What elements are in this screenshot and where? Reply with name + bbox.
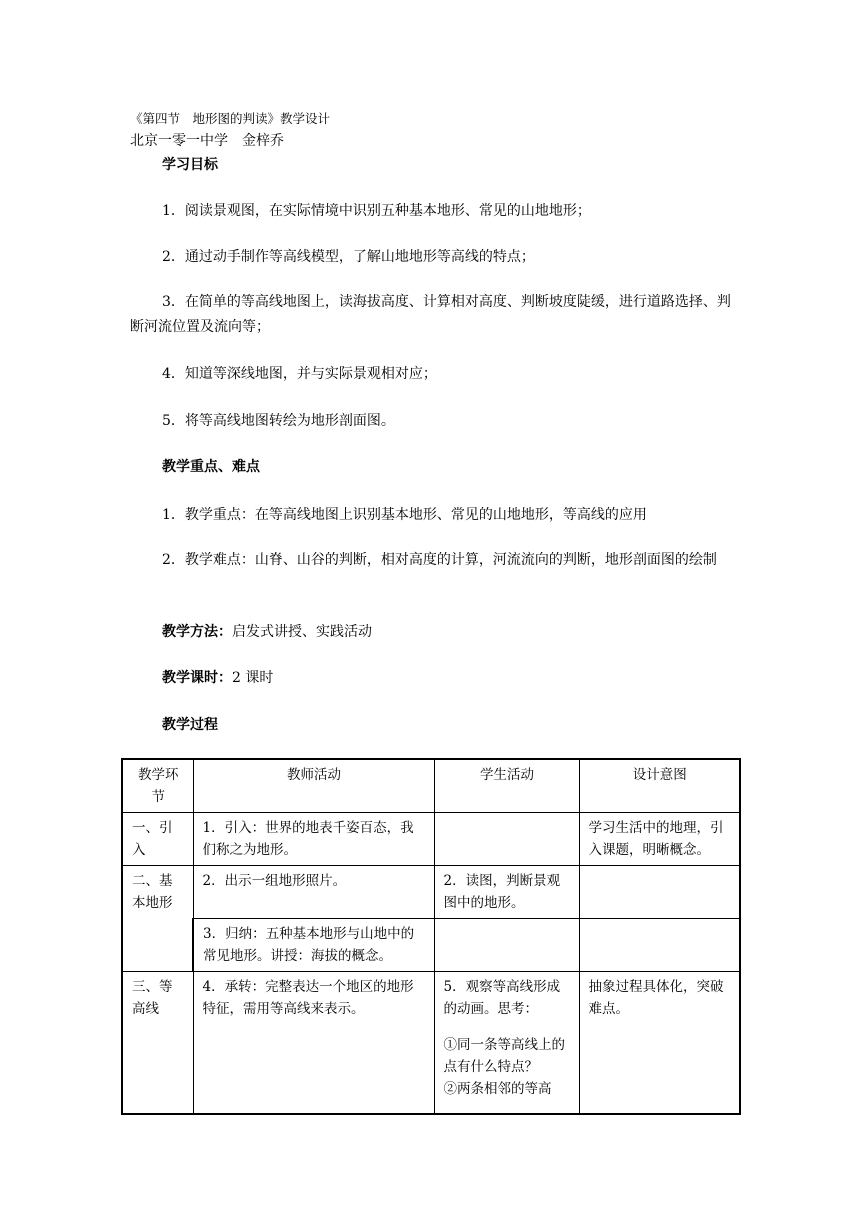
- objective-item: 2．通过动手制作等高线模型，了解山地地形等高线的特点；: [162, 249, 535, 265]
- objectives-heading: 学习目标: [162, 157, 218, 173]
- objective-item: 4．知道等深线地图，并与实际景观相对应；: [162, 366, 437, 382]
- stage-cell: 一、引入: [122, 813, 193, 866]
- process-heading: 教学过程: [162, 717, 218, 733]
- student-text: 5．观察等高线形成的动画。思考：: [443, 979, 561, 1017]
- table-row: [122, 972, 740, 1114]
- stage-cell: 二、基本地形: [122, 866, 193, 972]
- key-points-heading: 教学重点、难点: [162, 459, 260, 475]
- student-cell: [434, 972, 579, 1114]
- method-line: [162, 621, 372, 643]
- header-teacher: 教师活动: [193, 759, 434, 813]
- teacher-cell: 1．引入：世界的地表千姿百态，我们称之为地形。: [193, 813, 434, 866]
- teacher-cell: 3．归纳：五种基本地形与山地中的常见地形。讲授：海拔的概念。: [193, 919, 434, 972]
- teacher-cell: 2．出示一组地形照片。: [193, 866, 434, 919]
- intent-cell: 学习生活中的地理，引入课题，明晰概念。: [579, 813, 740, 866]
- process-table: [121, 758, 741, 1115]
- intent-cell: [579, 919, 740, 972]
- author-line: 北京一零一中学 金梓乔: [130, 133, 284, 149]
- method-value: 启发式讲授、实践活动: [232, 624, 372, 640]
- objective-item: 5．将等高线地图转绘为地形剖面图。: [162, 413, 395, 429]
- teacher-cell: 4．承转：完整表达一个地区的地形特征，需用等高线来表示。: [193, 972, 434, 1114]
- intent-cell: [579, 866, 740, 919]
- table-row: [122, 919, 740, 972]
- method-label: 教学方法：: [162, 624, 232, 640]
- objective-item: 3．在简单的等高线地图上，读海拔高度、计算相对高度、判断坡度陡缓，进行道路选择、判断河流位置及流向等；: [130, 294, 731, 335]
- hours-line: [162, 667, 273, 689]
- intent-cell: 抽象过程具体化，突破难点。: [579, 972, 740, 1114]
- key-point-item: 2．教学难点：山脊、山谷的判断，相对高度的计算，河流流向的判断，地形剖面图的绘制: [162, 552, 717, 568]
- header-intent: 设计意图: [579, 759, 740, 813]
- key-point-item: 1．教学重点：在等高线地图上识别基本地形、常见的山地地形，等高线的应用: [162, 507, 647, 523]
- table-row: [122, 813, 740, 866]
- header-stage: 教学环节: [122, 759, 193, 813]
- objective-item: 1．阅读景观图，在实际情境中识别五种基本地形、常见的山地地形；: [162, 203, 591, 219]
- document-title: 《第四节 地形图的判读》教学设计: [130, 111, 331, 126]
- student-cell: [434, 919, 579, 972]
- student-question: ②两条相邻的等高: [443, 1081, 552, 1097]
- table-row: [122, 866, 740, 919]
- hours-value: 2 课时: [232, 670, 274, 686]
- student-cell: [434, 813, 579, 866]
- student-question: ①同一条等高线上的点有什么特点？: [443, 1037, 565, 1075]
- student-cell: 2．读图，判断景观图中的地形。: [434, 866, 579, 919]
- header-student: 学生活动: [434, 759, 579, 813]
- stage-cell: 三、等高线: [122, 972, 193, 1114]
- hours-label: 教学课时：: [162, 670, 232, 686]
- table-header-row: [122, 759, 740, 813]
